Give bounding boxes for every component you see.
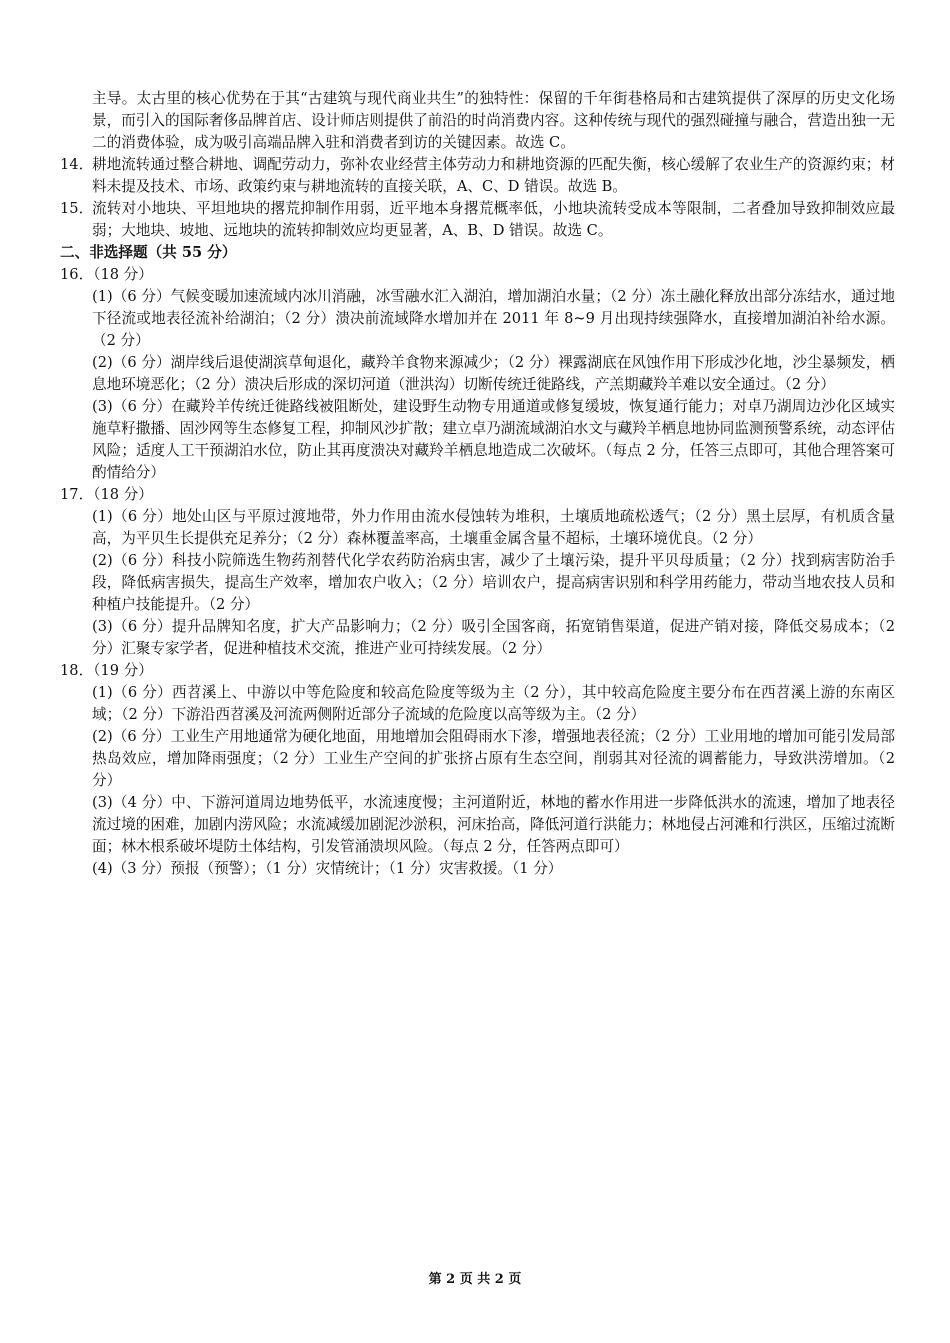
answer-part-1: (1)（6 分）地处山区与平原过渡地带，外力作用由流水侵蚀转为堆积，土壤质地疏松透气；（2 分）黑土层厚，有机质含量高，为平贝生长提供充足养分；（2 分）森林覆盖率高，土壤重金属含量不超标，土壤环境优良。（2 分） bbox=[92, 508, 895, 547]
question-18-answers bbox=[60, 682, 895, 880]
question-text: 耕地流转通过整合耕地、调配劳动力，弥补农业经营主体劳动力和耕地资源的匹配失衡，核心缓解了农业生产的资源约束；材料未提及技术、市场、政策约束与耕地流转的直接关联，A、C、D 错误。故选 B。 bbox=[92, 156, 895, 195]
question-16-header: 16．（18 分） bbox=[60, 266, 153, 283]
answer-part-2: (2)（6 分）湖岸线后退使湖滨草甸退化，藏羚羊食物来源减少；（2 分）裸露湖底在风蚀作用下形成沙化地，沙尘暴频发，栖息地环境恶化；（2 分）溃决后形成的深切河道（泄洪沟）切断传统迁徙路线，产羔期藏羚羊难以安全通过。（2 分） bbox=[92, 354, 895, 393]
question-17-answers bbox=[60, 506, 895, 660]
question-15 bbox=[60, 198, 895, 242]
answer-part-2: (2)（6 分）工业生产用地通常为硬化地面，用地增加会阻碍雨水下渗，增强地表径流；（2 分）工业用地的增加可能引发局部热岛效应，增加降雨强度；（2 分）工业生产空间的扩张挤占原有生态空间，削弱其对径流的调蓄能力，导致洪涝增加。（2 分） bbox=[92, 728, 895, 789]
question-number: 15． bbox=[60, 200, 94, 217]
question-text: 流转对小地块、平坦地块的撂荒抑制作用弱，近平地本身撂荒概率低，小地块流转受成本等限制，二者叠加导致抑制效应最弱；大地块、坡地、远地块的流转抑制效应均更显著，A、B、D 错误。故选 C。 bbox=[92, 200, 895, 239]
question-17-header: 17．（18 分） bbox=[60, 486, 153, 503]
question-14 bbox=[60, 154, 895, 198]
q13-continuation: 主导。太古里的核心优势在于其“古建筑与现代商业共生”的独特性：保留的千年街巷格局和古建筑提供了深厚的历史文化场景，而引入的国际奢侈品牌首店、设计师店则提供了前沿的时尚消费内容。这种传统与现代的强烈碰撞与融合，营造出独一无二的消费体验，成为吸引高端品牌入驻和消费者到访的关键因素。故选 C。 bbox=[92, 90, 895, 151]
question-18-header: 18．（19 分） bbox=[60, 662, 153, 679]
question-16-answers bbox=[60, 286, 895, 484]
section-heading: 二、非选择题（共 55 分） bbox=[60, 244, 237, 261]
answer-part-4: (4)（3 分）预报（预警）；（1 分）灾情统计；（1 分）灾害救援。（1 分） bbox=[92, 860, 563, 877]
question-number: 14． bbox=[60, 156, 94, 173]
answer-part-1: (1)（6 分）西苕溪上、中游以中等危险度和较高危险度等级为主（2 分），其中较高危险度主要分布在西苕溪上游的东南区域；（2 分）下游沿西苕溪及河流两侧附近部分子流域的危险度以高等级为主。（2 分） bbox=[92, 684, 895, 723]
answer-part-1: (1)（6 分）气候变暖加速流域内冰川消融，冰雪融水汇入湖泊，增加湖泊水量；（2 分）冻土融化释放出部分冻结水，通过地下径流或地表径流补给湖泊；（2 分）溃决前流域降水增加并在 2011 年 8~9 月出现持续强降水，直接增加湖泊补给水源。（2 分） bbox=[92, 288, 895, 349]
answer-part-3: (3)（6 分）提升品牌知名度，扩大产品影响力；（2 分）吸引全国客商，拓宽销售渠道，促进产销对接，降低交易成本；（2 分）汇聚专家学者，促进种植技术交流，推进产业可持续发展。（2 分） bbox=[92, 618, 895, 657]
answer-page bbox=[60, 88, 895, 880]
answer-part-3: (3)（6 分）在藏羚羊传统迁徙路线被阻断处，建设野生动物专用通道或修复缓坡，恢复通行能力；对卓乃湖周边沙化区域实施草籽撒播、固沙网等生态修复工程，抑制风沙扩散；建立卓乃湖流域湖泊水文与藏羚羊栖息地协同监测预警系统，动态评估风险；适度人工干预湖泊水位，防止其再度溃决对藏羚羊栖息地造成二次破坏。（每点 2 分，任答三点即可，其他合理答案可酌情给分） bbox=[92, 398, 895, 481]
answer-part-3: (3)（4 分）中、下游河道周边地势低平，水流速度慢；主河道附近，林地的蓄水作用进一步降低洪水的流速，增加了地表径流过境的困难，加剧内涝风险；水流减缓加剧泥沙淤积，河床抬高，降低河道行洪能力；林地侵占河滩和行洪区，压缩过流断面；林木根系破坏堤防土体结构，引发管涌溃坝风险。（每点 2 分，任答两点即可） bbox=[92, 794, 895, 855]
page-footer: 第 2 页 共 2 页 bbox=[428, 1272, 522, 1287]
answer-part-2: (2)（6 分）科技小院筛选生物药剂替代化学农药防治病虫害，减少了土壤污染，提升平贝母质量；（2 分）找到病害防治手段，降低病害损失，提高生产效率，增加农户收入；（2 分）培训农户，提高病害识别和科学用药能力，带动当地农技人员和种植户技能提升。（2 分） bbox=[92, 552, 895, 613]
